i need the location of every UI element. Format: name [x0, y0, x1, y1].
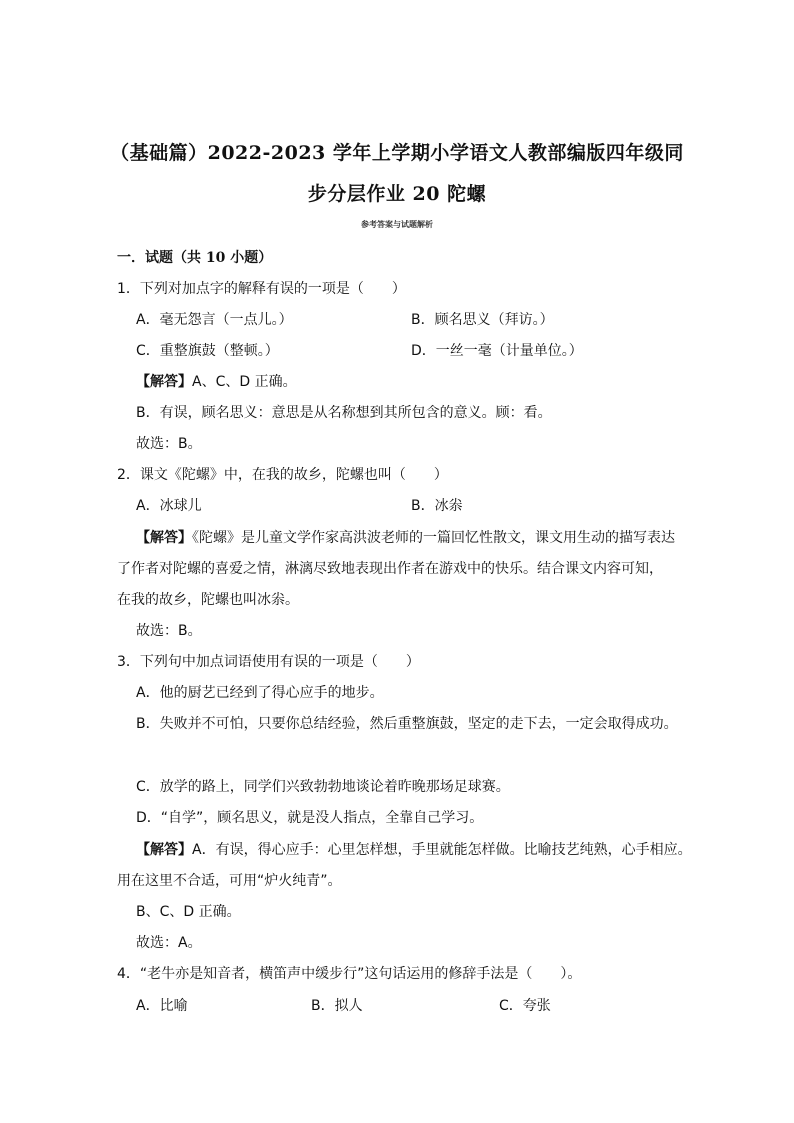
question-4-option-a: A．比喻 [136, 998, 188, 1014]
question-2-stem: 2．课文《陀螺》中，在我的故乡，陀螺也叫（ ） [117, 467, 448, 483]
document-title-line-2: 步分层作业 20 陀螺 [307, 183, 487, 205]
question-3-answer-line-2: 用在这里不合适，可用“炉火纯青”。 [117, 873, 342, 889]
question-2-option-a: A．冰球儿 [136, 498, 202, 514]
answer-tag: 【解答】 [136, 842, 192, 858]
answer-text: A、C、D 正确。 [192, 374, 297, 390]
question-1-option-c: C．重整旗鼓（整顿。） [136, 343, 279, 359]
question-3-option-c: C．放学的路上，同学们兴致勃勃地谈论着昨晚那场足球赛。 [136, 779, 510, 795]
question-3-option-b: B．失败并不可怕，只要你总结经验，然后重整旗鼓，坚定的走下去，一定会取得成功。 [136, 716, 678, 732]
question-2-answer-line-2: 了作者对陀螺的喜爱之情，淋漓尽致地表现出作者在游戏中的快乐。结合课文内容可知， [117, 561, 663, 577]
question-2-answer [136, 529, 675, 547]
question-2-answer-line-3: 在我的故乡，陀螺也叫冰尜。 [117, 592, 299, 608]
question-3-stem: 3．下列句中加点词语使用有误的一项是（ ） [117, 654, 420, 670]
document-title-line-1: （基础篇）2022-2023 学年上学期小学语文人教部编版四年级同 [110, 142, 684, 164]
question-1-option-d: D．一丝一毫（计量单位。） [411, 343, 583, 359]
question-4-option-c: C．夸张 [499, 998, 551, 1014]
question-4-option-b: B．拟人 [311, 998, 363, 1014]
question-1-answer-line-2: B．有误，顾名思义：意思是从名称想到其所包含的意义。顾：看。 [136, 405, 552, 421]
question-2-choice: 故选：B。 [136, 623, 202, 639]
question-3-option-a: A．他的厨艺已经到了得心应手的地步。 [136, 685, 384, 701]
question-1-option-a: A．毫无怨言（一点儿。） [136, 312, 293, 328]
question-1-option-b: B．顾名思义（拜访。） [411, 312, 554, 328]
answer-tag: 【解答】 [136, 374, 192, 390]
question-3-option-d: D．“自学”，顾名思义，就是没人指点，全靠自己学习。 [136, 810, 484, 826]
document-subtitle: 参考答案与试题解析 [361, 220, 433, 229]
answer-tag: 【解答】 [136, 530, 192, 546]
section-heading: 一．试题（共 10 小题） [117, 250, 273, 266]
question-1-choice: 故选：B。 [136, 436, 202, 452]
question-3-choice: 故选：A。 [136, 935, 202, 951]
question-4-stem: 4．“老牛亦是知音者，横笛声中缓步行”这句话运用的修辞手法是（ ）。 [117, 966, 582, 982]
question-3-answer [136, 841, 692, 859]
answer-text: 《陀螺》是儿童文学作家高洪波老师的一篇回忆性散文，课文用生动的描写表达 [192, 530, 675, 546]
question-2-option-b: B．冰尜 [411, 498, 463, 514]
question-1-answer [136, 373, 297, 391]
answer-text: A．有误，得心应手：心里怎样想，手里就能怎样做。比喻技艺纯熟，心手相应。 [192, 842, 692, 858]
question-3-answer-line-3: B、C、D 正确。 [136, 904, 241, 920]
question-1-stem: 1．下列对加点字的解释有误的一项是（ ） [117, 281, 406, 297]
